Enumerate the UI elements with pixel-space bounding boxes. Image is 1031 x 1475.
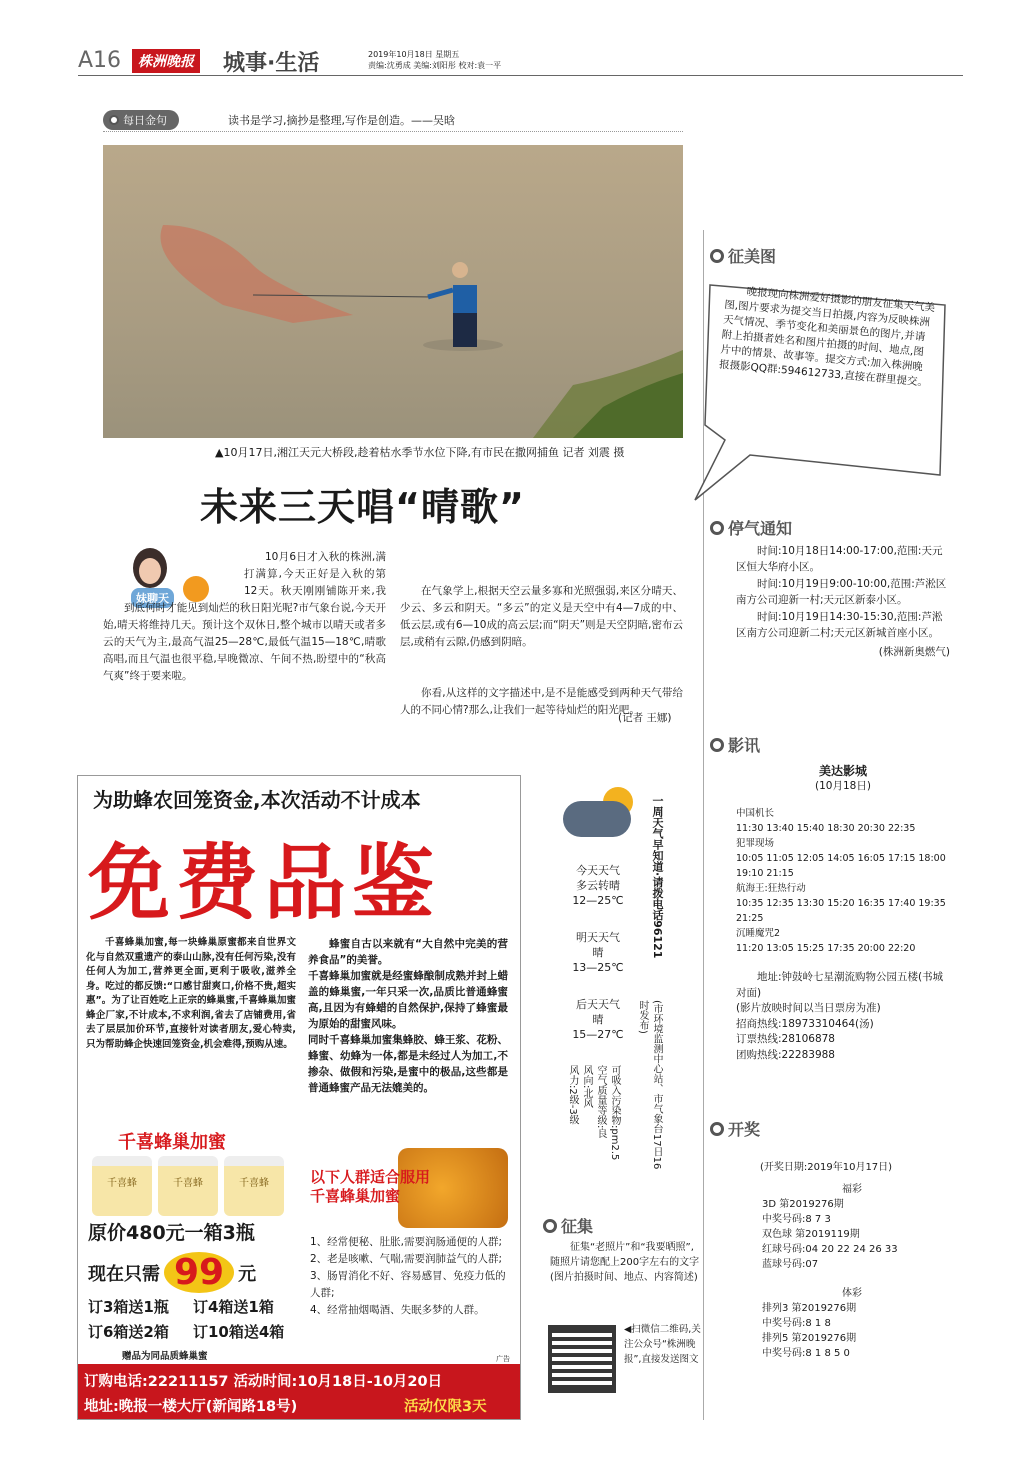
zhengji-text: 征集“老照片”和“我要晒照”,随照片请您配上200字左右的文字(图片拍摄时间、地点、内容简述) (550, 1242, 700, 1283)
air-quality: 可吸入污染物:pm2.5 空气质量等级:良 风向:北风 风力:2级-3级 (567, 1065, 620, 1161)
lottery-tag-label: 开奖 (728, 1120, 761, 1139)
lottery-line: 3D 第2019276期 (762, 1199, 844, 1210)
forecast-tomorrow: 明天天气 晴 13—25℃ (572, 931, 624, 974)
cinema-name: 美达影城 (818, 764, 867, 778)
film-times: 11:20 13:05 15:25 17:35 20:00 22:20 (736, 943, 916, 954)
limit-label: 活动仅限3天 (404, 1399, 487, 1415)
ad-col2: 蜂蜜自古以来就有“大自然中完美的营养食品”的美誉。 千喜蜂巢加蜜就是经蜜蜂酿制成熟并封上蜡盖的蜂巢蜜,一年只采一次,品质比普通蜂蜜高,且因为有蜂蜡的自然保护,保持了蜂蜜最为原始的甜蜜风味。 同时千喜蜂巢加蜜集蜂胶、蜂王浆、花粉、蜂蜜、幼蜂为一体,都是未经过人为加工,不掺杂、做假和污染,是蜜中的极品,这些都是普通蜂蜜产品无法媲美的。 (308, 938, 508, 1094)
forecast-title: 一周天气早知道·请拨电话96121 (651, 795, 664, 959)
daily-quote (103, 110, 683, 132)
film-times: 10:35 12:35 13:30 15:20 16:35 17:40 19:35 21:25 (736, 898, 946, 924)
cinema-tag-label: 影讯 (728, 736, 761, 755)
outage-tag (710, 516, 792, 539)
issue-date: 2019年10月18日 星期五 (368, 50, 460, 59)
avatar-face (139, 558, 161, 584)
order-phone: 订购电话:22211157 活动时间:10月18日-10月20日 (84, 1374, 443, 1390)
offer-item: 订6箱送2箱 (88, 1323, 169, 1341)
circle-icon (710, 249, 724, 263)
outage-item: 时间:10月19日9:00-10:00,范围:芦淞区南方公司迎新一村;天元区新泰小区。 (736, 578, 947, 606)
film-times: 10:05 11:05 12:05 14:05 16:05 17:15 18:00 19:10 21:15 (736, 853, 946, 879)
quote-text: 读书是学习,摘抄是整理,写作是创造。——吴晗 (228, 114, 455, 127)
gift-note: 赠品为同品质蜂巢蜜 (122, 1351, 208, 1362)
outage-tag-label: 停气通知 (728, 519, 793, 538)
ad-address: 地址:晚报一楼大厅(新闻路18号) (84, 1399, 298, 1415)
qr-code (548, 1325, 616, 1393)
film-title: 航海王:狂热行动 (736, 883, 806, 894)
lottery-block (762, 1182, 942, 1361)
offer-item: 订3箱送1瓶 (88, 1298, 169, 1316)
film-title: 沉睡魔咒2 (736, 928, 781, 939)
cinema-date: (10月18日) (815, 780, 871, 792)
ticai-title: 体彩 (842, 1288, 862, 1299)
circle-icon (109, 115, 119, 125)
price-now-number: 99 (164, 1252, 234, 1293)
forecast-today: 今天天气 多云转晴 12—25℃ (572, 864, 624, 907)
circle-icon (710, 521, 724, 535)
article-para-3: 在气象学上,根据天空云量多寡和光照强弱,来区分晴天、少云、多云和阴天。“多云”的定义是天空中有4—7成的中、低云层,或有6—10成的高云层;而“阴天”则是天空阴暗,密布云层,或稍有云隙,仍感到阴暗。 (400, 585, 683, 648)
weather-forecast (535, 775, 703, 1175)
film-title: 中国机长 (736, 808, 775, 819)
ad-col1: 千喜蜂巢加蜜,每一块蜂巢原蜜都来自世界文化与自然双重遗产的泰山山脉,没有任何污染,没有任何人为加工,营养更全面,更利于吸收,滋养全身。吃过的都反馈:“口感甘甜爽口,价格不贵,超实惠”。为了让百姓吃上正宗的蜂巢蜜,千喜蜂巢加蜜蜂企厂家,不计成本,不求利润,省去了店铺费用,省去了层层加价环节,直接针对读者朋友,爱心特卖,只为帮助蜂企快速回笼资金,机会难得,预购从速。 (86, 937, 296, 1050)
article-para-1: 10月6日才入秋的株洲,满打满算,今天正好是入秋的第12天。秋天刚刚铺陈开来,我 (244, 551, 386, 597)
fucai-title: 福彩 (842, 1184, 862, 1195)
zhengmeitu-text: 晚报现向株洲爱好摄影的朋友征集天气美图,图片要求为提交当日拍摄,内容为反映株洲天气情况、季节变化和美丽景色的图片,并请附上拍摄者姓名和图片拍摄的时间、地点,图片中的情景、故事等。提交方式:加入株洲晚报摄影QQ群:594612733,直接在群里提交。 (718, 285, 936, 389)
lottery-line: 中奖号码:8 7 3 (762, 1214, 831, 1225)
article-para-2: 到底何时才能见到灿烂的秋日阳光呢?市气象台说,今天开始,晴天将维持几天。预计这个双休日,整个城市以晴天或者多云的天气为主,最高气温25—28℃,最低气温15—18℃,晴歌高唱,而且气温也很平稳,早晚微凉、午间不热,盼望中的“秋高气爽”终于要来啦。 (103, 602, 386, 682)
quote-tag (103, 110, 179, 130)
section-title: 城事·生活 (223, 51, 320, 76)
article-para-4: 你看,从这样的文字描述中,是不是能感受到两种天气带给人的不同心情?那么,让我们一起等待灿烂的阳光吧。 (400, 687, 683, 716)
product-name: 千喜蜂巢加蜜 (118, 1132, 226, 1153)
circle-icon (710, 1122, 724, 1136)
suit-title: 以下人群适合服用 千喜蜂巢加蜜 (310, 1168, 431, 1205)
film-title: 犯罪现场 (736, 838, 775, 849)
suit-list: 1、经常便秘、肚胀,需要润肠通便的人群; 2、老是咳嗽、气喘,需要润肺益气的人群; 3、肠胃消化不好、容易感冒、免疫力低的人群; 4、经常抽烟喝酒、失眠多梦的人群。 (310, 1236, 506, 1316)
film-list (736, 806, 950, 956)
offer-item: 订10箱送4箱 (193, 1323, 285, 1341)
ad-title: 免费品鉴 (88, 836, 441, 931)
cinema-info (736, 970, 950, 1063)
photo-scene (103, 145, 683, 438)
circle-icon (710, 738, 724, 752)
weather-headline: 未来三天唱“晴歌” (200, 485, 525, 529)
staff-credits: 责编:沈勇成 美编:刘阳彤 校对:袁一平 (368, 61, 502, 70)
scan-text: ◀扫微信二维码,关注公众号“株洲晚报”,直接发送图文 (624, 1324, 701, 1365)
lottery-line: 双色球 第2019119期 (762, 1229, 860, 1240)
lottery-tag (710, 1117, 760, 1140)
lottery-line: 红球号码:04 20 22 24 26 33 (762, 1244, 898, 1255)
quote-tag-label: 每日金句 (123, 114, 167, 127)
article-para-1-cont (103, 600, 386, 740)
forecast-time: (市环境监测中心站、市气象台17日16时发布) (637, 1000, 662, 1170)
cinema-address: 地址:钟鼓岭七星潮流购物公园五楼(书城对面) (736, 971, 944, 999)
photo-caption: ▲10月17日,湘江天元大桥段,趁着枯水季节水位下降,有市民在撒网捕鱼 记者 刘震 摄 (215, 446, 625, 459)
newspaper-logo: 株洲晚报 (132, 49, 200, 73)
cinema-group: 团购热线:22283988 (736, 1048, 835, 1061)
page-header (78, 46, 963, 76)
cinema-note: (影片放映时间以当日票房为准) (736, 1002, 881, 1014)
outage-list (736, 544, 950, 661)
outage-source: (株洲新奥燃气) (878, 646, 950, 658)
price-original: 原价480元一箱3瓶 (88, 1222, 255, 1244)
zhengmeitu-tag-label: 征美图 (728, 247, 777, 266)
outage-item: 时间:10月18日14:00-17:00,范围:天元区恒大华府小区。 (736, 545, 943, 573)
column-name: 妹聊天 (131, 588, 174, 608)
forecast-after: 后天天气 晴 15—27℃ (572, 998, 624, 1041)
cinema-tag (710, 733, 760, 756)
page-number: A16 (78, 48, 122, 73)
cinema-booking: 订票热线:28106878 (736, 1033, 835, 1045)
honey-jars (92, 1156, 292, 1216)
article-col2 (400, 549, 683, 719)
lottery-line: 中奖号码:8 1 8 5 0 (762, 1348, 850, 1359)
outage-item: 时间:10月19日14:30-15:30,范围:芦淞区南方公司迎新二村;天元区新城首座小区。 (736, 611, 943, 639)
fishing-photo (103, 145, 683, 438)
lottery-date: (开奖日期:2019年10月17日) (760, 1162, 893, 1173)
ad-mark: 广告 (496, 1355, 510, 1363)
zhengji-tag (543, 1214, 593, 1237)
sun-icon (183, 576, 209, 602)
ad-top-line: 为助蜂农回笼资金,本次活动不计成本 (93, 788, 421, 812)
cinema-hotline: 招商热线:18973310464(汤) (736, 1017, 874, 1030)
price-now (88, 1252, 256, 1293)
article-byline: (记者 王娜) (618, 712, 672, 724)
lottery-line: 蓝球号码:07 (762, 1259, 819, 1270)
price-now-unit: 元 (238, 1263, 257, 1285)
circle-icon (543, 1219, 557, 1233)
zhengmeitu-tag (710, 244, 776, 267)
offer-item: 订4箱送1箱 (193, 1298, 274, 1316)
zhengji-tag-label: 征集 (561, 1217, 594, 1236)
honey-jar: 千喜蜂 (224, 1156, 284, 1216)
lottery-line: 中奖号码:8 1 8 (762, 1318, 831, 1329)
price-now-prefix: 现在只需 (88, 1263, 160, 1285)
honey-jar: 千喜蜂 (92, 1156, 152, 1216)
film-times: 11:30 13:40 15:40 18:30 20:30 22:35 (736, 823, 916, 834)
offer-list (88, 1296, 298, 1342)
lottery-line: 排列5 第2019276期 (762, 1333, 857, 1344)
lottery-line: 排列3 第2019276期 (762, 1303, 857, 1314)
honey-ad (77, 775, 521, 1420)
honey-jar: 千喜蜂 (158, 1156, 218, 1216)
cloud-sun-icon (563, 787, 638, 837)
ad-footer (78, 1364, 521, 1420)
